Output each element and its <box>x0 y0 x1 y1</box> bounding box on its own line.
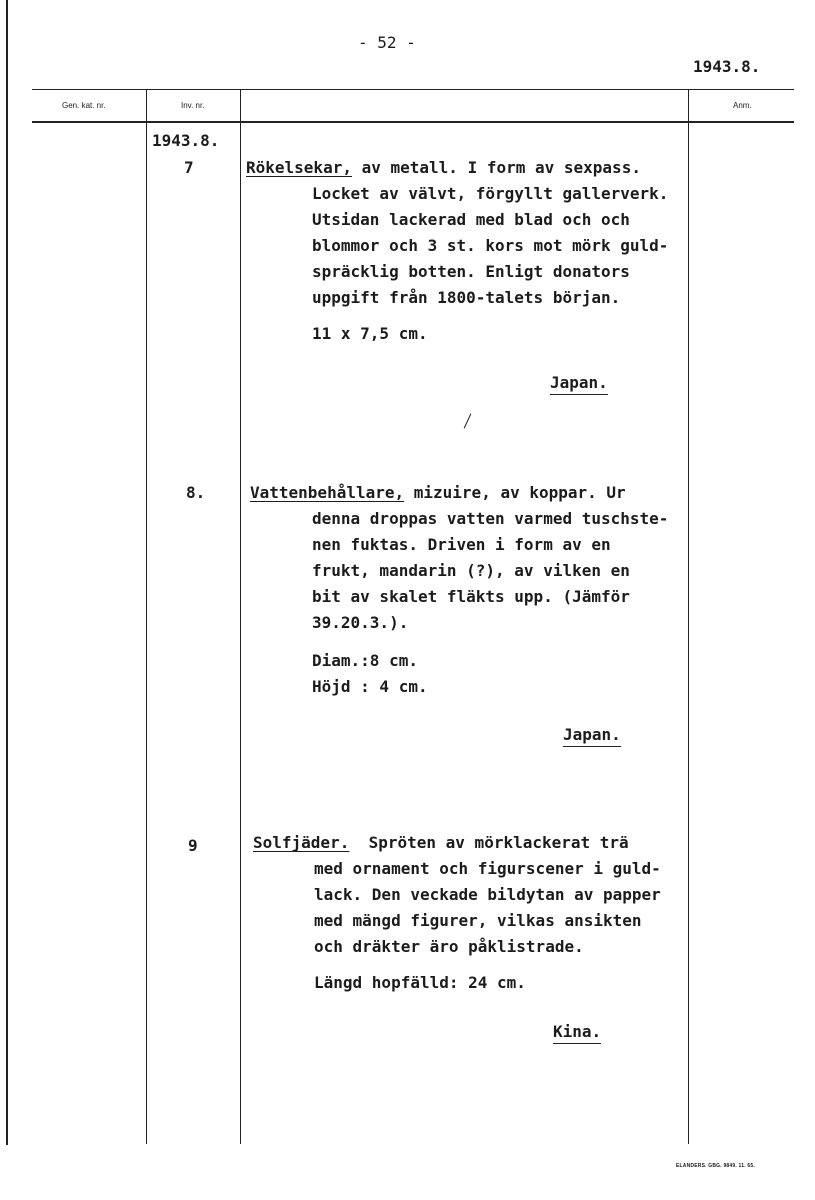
column-header-gen-kat: Gen. kat. nr. <box>62 101 106 110</box>
header-series: 1943.8. <box>693 57 761 76</box>
left-margin-rule <box>6 0 8 1145</box>
entry-dimensions: Längd hopfälld: 24 cm. <box>314 973 526 992</box>
entry-text: mizuire, av koppar. Ur <box>404 483 626 502</box>
inv-number: 7 <box>184 158 194 177</box>
inv-number: 8. <box>186 483 206 502</box>
inv-number: 9 <box>188 836 198 855</box>
entry-line: 39.20.3.). <box>312 613 409 632</box>
entry-dimensions: 11 x 7,5 cm. <box>312 324 428 343</box>
entry-place: Japan. <box>550 373 608 395</box>
entry-line: spräcklig botten. Enligt donators <box>312 262 630 281</box>
entry-text: av metall. I form av sexpass. <box>351 158 641 177</box>
pen-mark <box>464 414 472 429</box>
entry-line: frukt, mandarin (?), av vilken en <box>312 561 630 580</box>
entry-title: Vattenbehållare, <box>250 483 405 502</box>
entry-dimensions: Diam.:8 cm. <box>312 651 418 670</box>
entry-title: Rökelsekar, <box>246 158 352 177</box>
entry-line: med mängd figurer, vilkas ansikten <box>314 911 642 930</box>
entry-line: med ornament och figurscener i guld- <box>314 859 661 878</box>
entry-dimensions: Höjd : 4 cm. <box>312 677 428 696</box>
column-header-anm: Anm. <box>733 101 752 110</box>
entry-line: Utsidan lackerad med blad och och <box>312 210 630 229</box>
column-divider-2 <box>240 89 241 1144</box>
entry-text: Spröten av mörklackerat trä <box>349 833 629 852</box>
column-divider-3 <box>688 89 689 1144</box>
printer-mark: ELANDERS. GBG. 9849. 11. 65. <box>676 1163 755 1169</box>
entry-line: Locket av välvt, förgyllt gallerverk. <box>312 184 669 203</box>
entry-first-line <box>250 480 626 506</box>
column-divider-1 <box>146 89 147 1144</box>
column-header-inv: Inv. nr. <box>181 101 205 110</box>
entry-line: bit av skalet fläkts upp. (Jämför <box>312 587 630 606</box>
entry-place: Japan. <box>563 725 621 747</box>
page-number: - 52 - <box>358 33 416 52</box>
entry-line: lack. Den veckade bildytan av papper <box>314 885 661 904</box>
entry-line: denna droppas vatten varmed tuschste- <box>312 509 669 528</box>
series-label: 1943.8. <box>152 131 220 150</box>
entry-line: och dräkter äro påklistrade. <box>314 937 584 956</box>
entry-line: nen fuktas. Driven i form av en <box>312 535 611 554</box>
entry-line: blommor och 3 st. kors mot mörk guld- <box>312 236 669 255</box>
entry-first-line <box>246 155 641 181</box>
entry-title: Solfjäder. <box>253 833 350 852</box>
entry-place: Kina. <box>553 1022 601 1044</box>
entry-first-line <box>253 830 629 856</box>
entry-line: uppgift från 1800-talets början. <box>312 288 621 307</box>
